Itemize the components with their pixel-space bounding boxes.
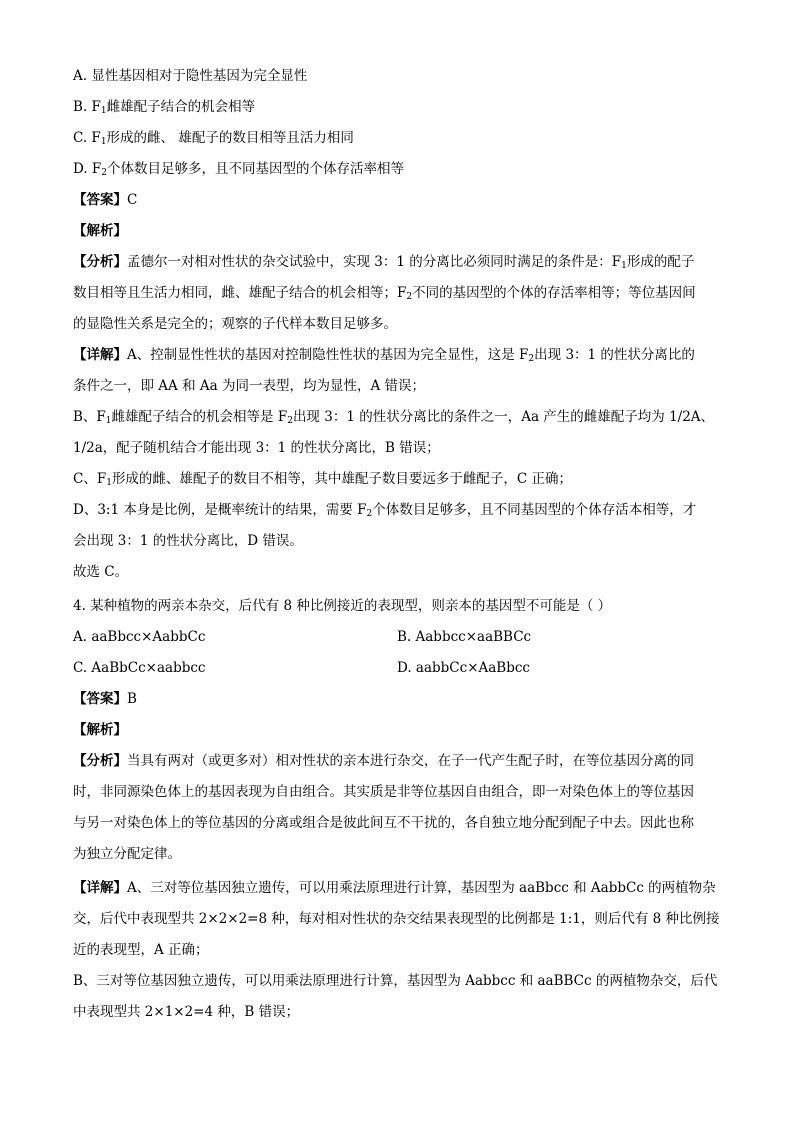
subscript: 2: [287, 416, 293, 426]
question-4-stem: 4. 某种植物的两亲本杂交，后代有 8 种比例接近的表现型，则亲本的基因型不可能是（ ）: [73, 598, 612, 614]
fenxi-label: 【分析】: [73, 254, 127, 270]
q4-xiangjie-line-5: 中表现型共 2×1×2=4 种，B 错误；: [73, 1004, 300, 1020]
xiangjie-label: 【详解】: [73, 880, 127, 896]
q4-xiangjie-line-4: B、三对等位基因独立遗传，可以用乘法原理进行计算，基因型为 Aabbcc 和 aaBBCc 的两植物杂交，后代: [73, 973, 718, 989]
q4-fenxi-line-4: 为独立分配定律。: [73, 846, 181, 862]
answer-value: B: [127, 691, 137, 707]
xiangjie-line-2: 条件之一，即 AA 和 Aa 为同一表型，均为显性，A 错误；: [73, 378, 426, 394]
q4-option-d: D. aabbCc×AaBbcc: [397, 660, 530, 676]
text: 出现 3：1 的性状分离比的条件之一，Aa 产生的雌雄配子均为 1/2A、: [292, 409, 715, 425]
text: 个体数目足够多，且不同基因型的个体存活本相等，才: [372, 502, 697, 518]
text: D、3:1 本身是比例，是概率统计的结果，需要 F: [73, 502, 367, 518]
answer-label: 【答案】: [73, 192, 127, 208]
option-a: [73, 67, 307, 85]
xiangjie-line-3: [73, 408, 714, 426]
text: C、F: [73, 471, 107, 487]
q4-option-b: B. Aabbcc×aaBBCc: [397, 629, 532, 645]
text: 当具有两对（或更多对）相对性状的亲本进行杂交，在子一代产生配子时，在等位基因分离的同: [127, 753, 694, 769]
subscript: 1: [100, 137, 107, 147]
subscript: 1: [621, 261, 627, 271]
subscript: 1: [105, 416, 112, 426]
subscript: 1: [100, 106, 107, 116]
q4-xiangjie-line-2: 交，后代中表现型共 2×2×2=8 种，每对相对性状的杂交结果表现型的比例都是 1:1，则后代有 8 种比例接: [73, 911, 720, 927]
option-b: [73, 98, 255, 116]
fenxi-label: 【分析】: [73, 753, 127, 769]
xiangjie-line-1: [73, 346, 695, 364]
xiangjie-label: 【详解】: [73, 347, 127, 363]
text: 不同的基因型的个体的存活率相等；等位基因间: [412, 285, 696, 301]
q4-option-c: C. AaBbCc×aabbcc: [73, 660, 206, 676]
q4-xiangjie-line-1: [73, 879, 716, 897]
option-d-prefix: D. F: [73, 161, 102, 177]
fenxi-line-1: [73, 253, 694, 271]
q4-analysis-heading: 【解析】: [73, 722, 127, 738]
option-a-text: A. 显性基因相对于隐性基因为完全显性: [73, 68, 308, 84]
subscript: 2: [406, 292, 413, 302]
option-d: [73, 160, 404, 178]
conclusion-line: 故选 C。: [73, 564, 129, 580]
answer-value: C: [127, 192, 138, 208]
option-b-text: 雌雄配子结合的机会相等: [106, 99, 256, 115]
q4-fenxi-line-1: [73, 752, 694, 770]
text: 孟德尔一对相对性状的杂交试验中，实现 3：1 的分离比必须同时满足的条件是：F: [127, 254, 622, 270]
text: 形成的配子: [626, 254, 695, 270]
answer-label: 【答案】: [73, 691, 127, 707]
fenxi-line-3: 的显隐性关系是完全的；观察的子代样本数目足够多。: [73, 316, 397, 332]
subscript: 1: [106, 478, 112, 488]
text: 形成的雌、雄配子的数目不相等，其中雄配子数目要远多于雌配子，C 正确；: [111, 471, 573, 487]
q4-answer-line: [73, 690, 137, 708]
option-b-prefix: B. F: [73, 99, 101, 115]
q4-fenxi-line-3: 与另一对染色体上的等位基因的分离或组合是彼此间互不干扰的，各自独立地分配到配子中去。因此也称: [73, 815, 694, 831]
text: 雌雄配子结合的机会相等是 F: [111, 409, 288, 425]
xiangjie-line-5: [73, 470, 572, 488]
option-c: [73, 129, 354, 147]
subscript: 2: [366, 509, 373, 519]
xiangjie-line-7: 会出现 3：1 的性状分离比，D 错误。: [73, 533, 303, 549]
text: A、三对等位基因独立遗传，可以用乘法原理进行计算，基因型为 aaBbcc 和 AabbCc 的两植物杂: [127, 880, 716, 896]
option-c-text: 形成的雌、 雄配子的数目相等且活力相同: [106, 130, 354, 146]
q4-xiangjie-line-3: 近的表现型，A 正确；: [73, 942, 209, 958]
analysis-heading: 【解析】: [73, 223, 127, 239]
text: A、控制显性性状的基因对控制隐性性状的基因为完全显性，这是 F: [127, 347, 529, 363]
subscript: 2: [101, 168, 108, 178]
q4-fenxi-line-2: 时，非同源染色体上的基因表现为自由组合。其实质是非等位基因自由组合，即一对染色体上的等位基因: [73, 784, 694, 800]
answer-line: [73, 191, 137, 209]
xiangjie-line-6: [73, 501, 696, 519]
subscript: 2: [528, 354, 535, 364]
fenxi-line-2: [73, 284, 696, 302]
option-d-text: 个体数目足够多，且不同基因型的个体存活率相等: [107, 161, 405, 177]
xiangjie-line-4: 1/2a，配子随机结合才能出现 3：1 的性状分离比，B 错误；: [73, 440, 440, 456]
q4-option-a: A. aaBbcc×AabbCc: [73, 629, 206, 645]
text: 数目相等且生活力相同，雌、雄配子结合的机会相等；F: [73, 285, 407, 301]
option-c-prefix: C. F: [73, 130, 101, 146]
text: 出现 3：1 的性状分离比的: [534, 347, 695, 363]
text: B、F: [73, 409, 106, 425]
